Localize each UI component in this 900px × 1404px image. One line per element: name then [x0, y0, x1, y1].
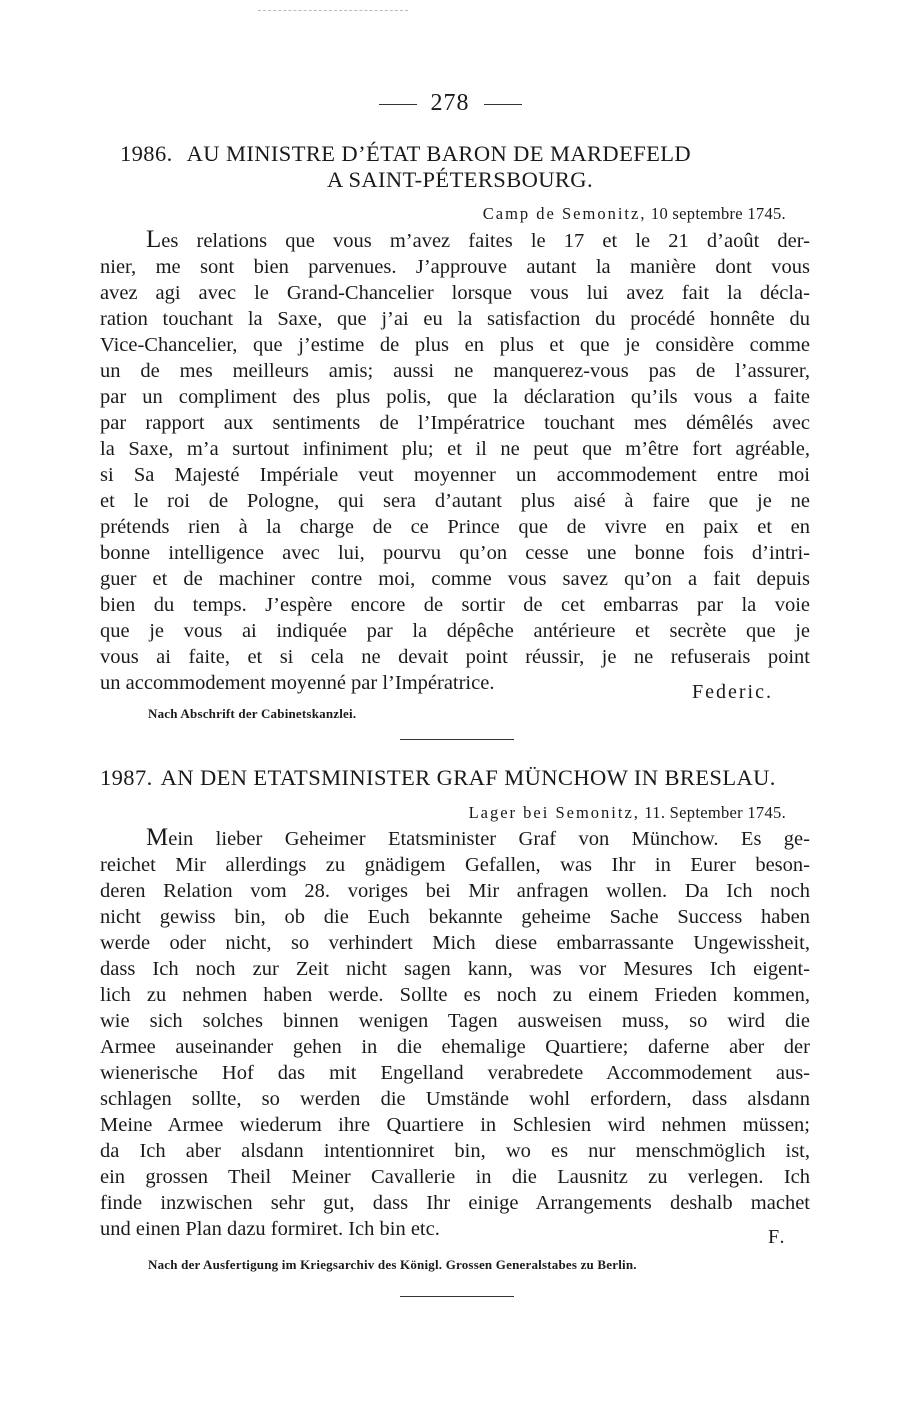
body-line: werde oder nicht, so verhindert Mich diese embarrassante Ungewissheit, — [100, 932, 810, 954]
dateline-place: Lager bei Semonitz, — [468, 803, 640, 822]
letter-1986-dateline — [100, 204, 786, 224]
body-line: deren Relation vom 28. voriges bei Mir anfragen wollen. Da Ich noch — [100, 880, 810, 902]
top-scan-line — [258, 10, 408, 11]
letter-1987-heading — [100, 765, 820, 791]
body-line: la Saxe, m’a surtout infiniment plu; et il ne peut que m’être fort agréable, — [100, 438, 810, 460]
body-line: wie sich solches binnen wenigen Tagen ausweisen muss, so wird die — [100, 1010, 810, 1032]
body-line: da Ich aber alsdann intentionniret bin, wo es nur menschmöglich ist, — [100, 1140, 810, 1162]
body-line: Mein lieber Geheimer Etatsminister Graf von Münchow. Es ge- — [146, 824, 810, 851]
letter-1986-signature: Federic. — [692, 681, 773, 703]
body-line: par un compliment des plus polis, que la déclaration qu’ils vous a faite — [100, 386, 810, 408]
body-line: un de mes meilleurs amis; aussi ne manquerez-vous pas de l’assurer, — [100, 360, 810, 382]
letter-1986-heading — [120, 141, 800, 193]
letter-1987-body — [100, 825, 810, 1242]
letter-1986-body — [100, 227, 810, 696]
body-line: ein grossen Theil Meiner Cavallerie in die Lausnitz zu verlegen. Ich — [100, 1166, 810, 1188]
body-line: wienerische Hof das mit Engelland verabredete Accommodement aus- — [100, 1062, 810, 1084]
dateline-place: Camp de Semonitz, — [482, 204, 647, 223]
body-line: schlagen sollte, so werden die Umstände wohl erfordern, dass alsdann — [100, 1088, 810, 1110]
body-line: si Sa Majesté Impériale veut moyenner un accommodement entre moi — [100, 464, 810, 486]
body-line: que je vous ai indiquée par la dépêche antérieure et secrète que je — [100, 620, 810, 642]
heading-line-1: AU MINISTRE D’ÉTAT BARON DE MARDEFELD — [186, 141, 692, 166]
letter-1987-dateline — [100, 803, 786, 823]
page-number — [0, 90, 900, 117]
dateline-date: 10 septembre 1745. — [650, 204, 786, 223]
body-line: dass Ich noch zur Zeit nicht sagen kann, was vor Mesures Ich eigent- — [100, 958, 810, 980]
heading-line-2: A SAINT-PÉTERSBOURG. — [327, 167, 593, 192]
dateline-date: 11. September 1745. — [644, 803, 786, 822]
body-line: avez agi avec le Grand-Chancelier lorsque vous lui avez fait la décla- — [100, 282, 810, 304]
body-line: und einen Plan dazu formiret. Ich bin etc. — [100, 1218, 440, 1240]
heading-line-1: AN DEN ETATSMINISTER GRAF MÜNCHOW IN BRESLAU. — [160, 765, 776, 790]
letter-1987-signature: F. — [768, 1226, 787, 1248]
initial-letter: L — [146, 226, 162, 253]
letter-1986-source-note: Nach Abschrift der Cabinetskanzlei. — [148, 706, 357, 721]
section-divider-bottom — [400, 1296, 514, 1297]
body-line: par rapport aux sentiments de l’Impératrice touchant mes démêlés avec — [100, 412, 810, 434]
body-line: bien du temps. J’espère encore de sortir de cet embarras par la voie — [100, 594, 810, 616]
body-line: et le roi de Pologne, qui sera d’autant plus aisé à faire que je ne — [100, 490, 810, 512]
body-line: vous ai faite, et si cela ne devait point réussir, je ne refuserais point — [100, 646, 810, 668]
body-line: nicht gewiss bin, ob die Euch bekannte geheime Sache Success haben — [100, 906, 810, 928]
letter-number: 1987. — [100, 765, 153, 790]
body-line: Armee auseinander gehen in die ehemalige Quartiere; daferne aber der — [100, 1036, 810, 1058]
initial-letter: M — [146, 824, 169, 851]
body-line: prétends rien à la charge de ce Prince que de vivre en paix et en — [100, 516, 810, 538]
body-line: Vice-Chancelier, que j’estime de plus en plus et que je considère comme — [100, 334, 810, 356]
body-line: un accommodement moyenné par l’Impératrice. — [100, 672, 495, 694]
page-number-dash-right — [484, 104, 522, 105]
body-line: finde inzwischen sehr gut, dass Ihr einige Arrangements deshalb machet — [100, 1192, 810, 1214]
letter-1987-source-note: Nach der Ausfertigung im Kriegsarchiv des Königl. Grossen Generalstabes zu Berlin. — [148, 1257, 637, 1272]
body-line: Meine Armee wiederum ihre Quartiere in Schlesien wird nehmen müssen; — [100, 1114, 810, 1136]
page-number-dash-left — [379, 104, 417, 105]
body-line: lich zu nehmen haben werde. Sollte es noch zu einem Frieden kommen, — [100, 984, 810, 1006]
body-line: bonne intelligence avec lui, pourvu qu’on cesse une bonne fois d’intri- — [100, 542, 810, 564]
body-line: Les relations que vous m’avez faites le 17 et le 21 d’août der- — [146, 226, 810, 253]
section-divider — [400, 739, 514, 740]
body-line: reichet Mir allerdings zu gnädigem Gefallen, was Ihr in Eurer beson- — [100, 854, 810, 876]
page-number-text: 278 — [430, 90, 470, 116]
body-line: ration touchant la Saxe, que j’ai eu la satisfaction du procédé honnête du — [100, 308, 810, 330]
body-line: guer et de machiner contre moi, comme vous savez qu’on a fait depuis — [100, 568, 810, 590]
letter-number: 1986. — [120, 141, 173, 166]
body-line: nier, me sont bien parvenues. J’approuve autant la manière dont vous — [100, 256, 810, 278]
